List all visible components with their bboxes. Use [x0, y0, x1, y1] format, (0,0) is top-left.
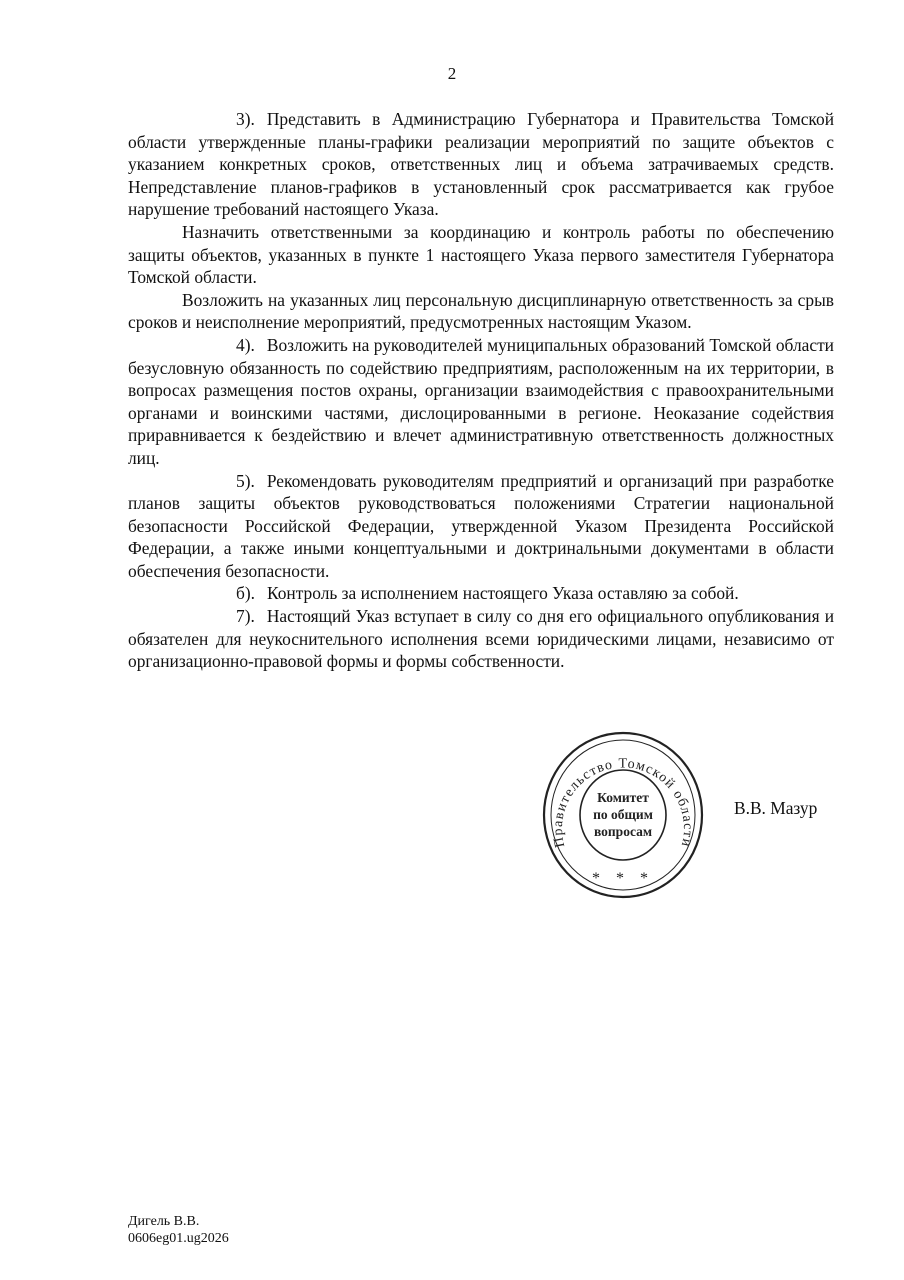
footer-author: Дигель В.В. — [128, 1214, 200, 1229]
footer-doc-code: 0606eg01.ug2026 — [128, 1231, 229, 1246]
page-number: 2 — [447, 64, 457, 83]
paragraph-text: Рекомендовать руководителям предприятий и организаций при разработке планов защиты объектов руководствоваться положениями Стратегии национальной безопасности Российской Федерации, утвержденной Указом Президента Российской Федерации, а также иными концептуальными и доктринальными документами в области обеспечения безопасности. — [128, 470, 834, 581]
paragraph-assign-responsible — [128, 221, 834, 289]
seal-center-line-1: Комитет — [597, 790, 649, 805]
paragraph-text: Возложить на руководителей муниципальных образований Томской области безусловную обязанность по содействию предприятиям, расположенным на их территории, в вопросах размещения постов охраны, организации взаимодействия с правоохранительными органами и воинскими частями, дислоцированными в регионе. Неоказание содействия приравнивается к бездействию и влечет административную ответственность должностных лиц. — [128, 334, 834, 468]
document-body — [128, 108, 834, 673]
paragraph-4 — [128, 334, 834, 470]
paragraph-number: 5). — [236, 470, 255, 491]
paragraph-text: Настоящий Указ вступает в силу со дня его официального опубликования и обязателен для неукоснительного исполнения всеми юридическими лицами, независимо от организационно-правовой формы и формы собственности. — [128, 606, 834, 672]
paragraph-personal-responsibility — [128, 289, 834, 334]
footer — [128, 1213, 229, 1247]
paragraph-number: 7). — [236, 606, 255, 627]
seal-ring-text: Правительство Томской области — [550, 756, 696, 849]
paragraph-7 — [128, 605, 834, 673]
paragraph-text: Контроль за исполнением настоящего Указа оставляю за собой. — [267, 583, 739, 604]
official-seal — [541, 730, 705, 900]
paragraph-number: 3). — [236, 109, 255, 129]
seal-center-line-2: по общим — [593, 807, 653, 822]
paragraph-text: Представить в Администрацию Губернатора и Правительства Томской области утвержденные планы-графики реализации мероприятий по защите объектов с указанием конкретных сроков, ответственных лиц и объема затрачиваемых средств. Непредставление планов-графиков в установленный срок рассматривается как грубое нарушение требований настоящего Указа. — [128, 109, 834, 220]
seal-center-line-3: вопросам — [593, 824, 653, 839]
seal-stars: * * * — [592, 870, 654, 887]
paragraph-number: б). — [236, 583, 255, 604]
paragraph-text: Назначить ответственными за координацию и контроль работы по обеспечению защиты объектов, указанных в пункте 1 настоящего Указа первого заместителя Губернатора Томской области. — [128, 221, 834, 288]
paragraph-3 — [128, 108, 834, 221]
paragraph-5 — [128, 470, 834, 583]
paragraph-text: Возложить на указанных лиц персональную дисциплинарную ответственность за срыв сроков и неисполнение мероприятий, предусмотренных настоящим Указом. — [128, 289, 834, 333]
paragraph-number: 4). — [236, 334, 255, 355]
paragraph-6 — [128, 582, 834, 605]
signature-name: В.В. Мазур — [734, 798, 818, 818]
